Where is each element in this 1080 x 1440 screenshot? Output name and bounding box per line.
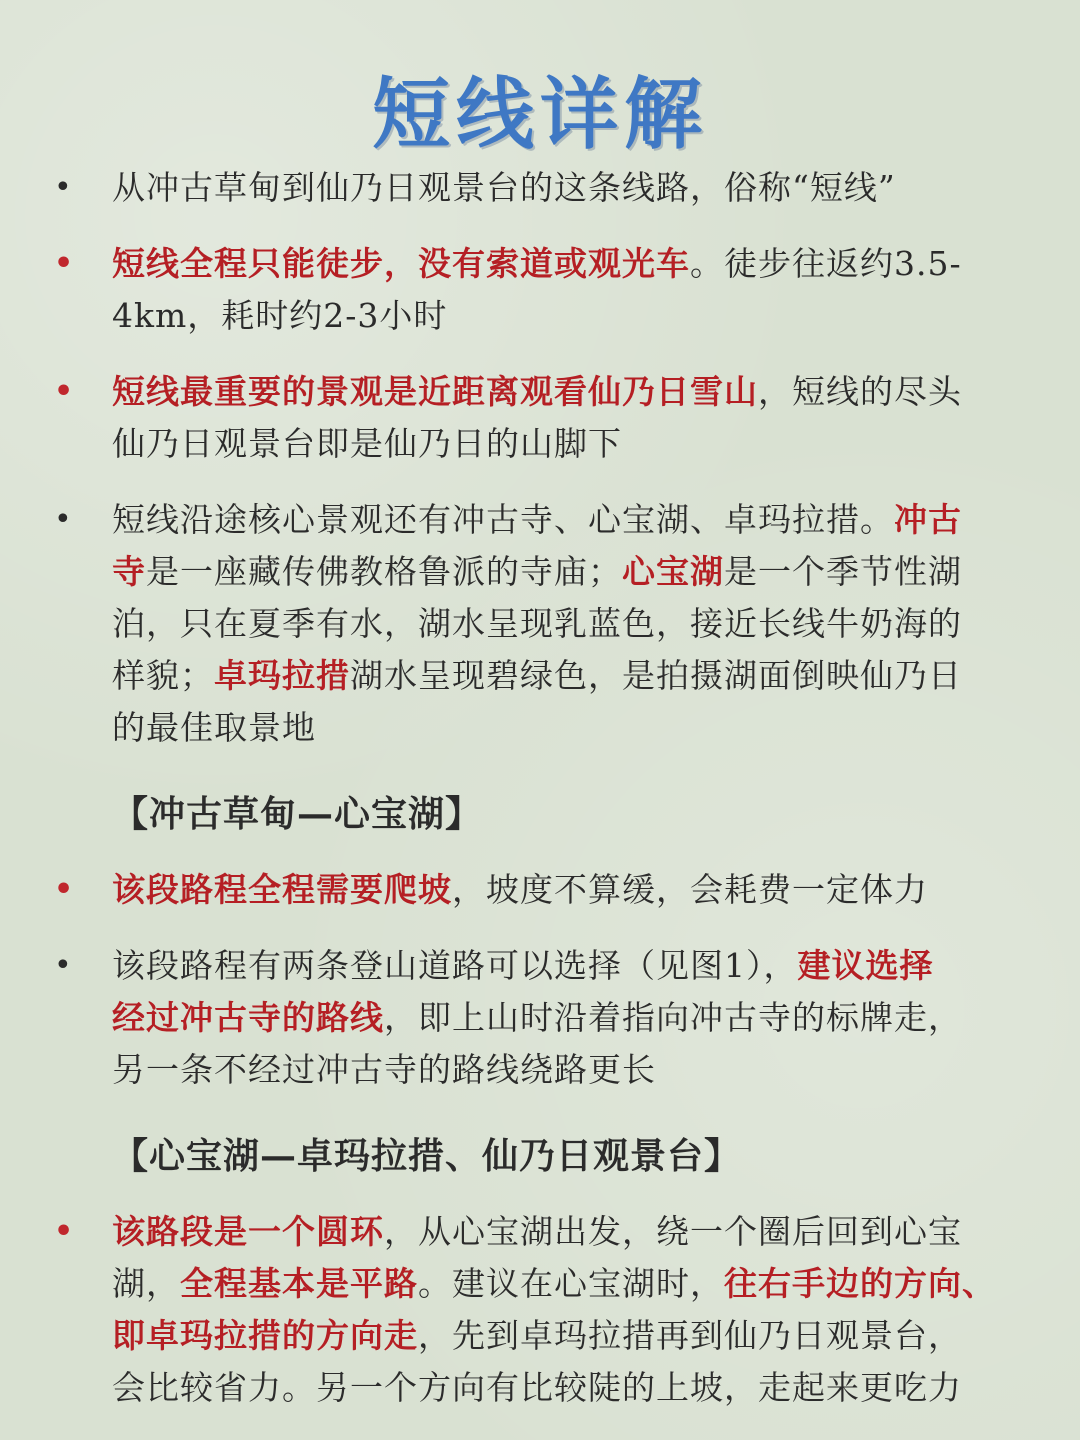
body-text: 样貌； xyxy=(112,656,214,695)
item-text xyxy=(112,1206,1032,1414)
body-text: 是一个季节性湖 xyxy=(724,552,962,591)
body-text: ，坡度不算缓，会耗费一定体力 xyxy=(452,870,928,909)
body-text: 泊，只在夏季有水，湖水呈现乳蓝色，接近长线牛奶海的 xyxy=(112,604,962,643)
highlight-text: 冲古 xyxy=(894,500,962,539)
item-text xyxy=(112,494,1032,754)
body-text: 该段路程有两条登山道路可以选择（见图1）， xyxy=(112,946,798,985)
highlight-text: 心宝湖 xyxy=(622,552,724,591)
bullet: • xyxy=(54,948,72,983)
body-text: ，即上山时沿着指向冲古寺的标牌走， xyxy=(384,998,962,1037)
body-text: 的最佳取景地 xyxy=(112,708,316,747)
highlight-text: 短线最重要的景观是近距离观看仙乃日雪山 xyxy=(112,372,758,411)
body-text: 湖水呈现碧绿色，是拍摄湖面倒映仙乃日 xyxy=(350,656,962,695)
body-text: 。徒步往返约3.5- xyxy=(690,244,962,283)
highlight-text: 该段路程全程需要爬坡 xyxy=(112,870,452,909)
highlight-text: 全程基本是平路 xyxy=(180,1264,418,1303)
content-body xyxy=(0,162,1080,1414)
list-item xyxy=(0,864,1080,916)
body-text: 短线沿途核心景观还有冲古寺、心宝湖、卓玛拉措。 xyxy=(112,500,894,539)
highlight-text: 短线全程只能徒步，没有索道或观光车 xyxy=(112,244,690,283)
list-item xyxy=(0,940,1080,1096)
body-text: ，短线的尽头 xyxy=(758,372,962,411)
bullet: • xyxy=(54,246,74,281)
body-text: 是一座藏传佛教格鲁派的寺庙； xyxy=(146,552,622,591)
highlight-text: 即卓玛拉措的方向走 xyxy=(112,1316,418,1355)
body-text: 另一条不经过冲古寺的路线绕路更长 xyxy=(112,1050,656,1089)
body-text: 会比较省力。另一个方向有比较陡的上坡，走起来更吃力 xyxy=(112,1368,962,1407)
item-text xyxy=(112,940,1032,1096)
body-text: ，从心宝湖出发，绕一个圈后回到心宝 xyxy=(384,1212,962,1251)
item-text xyxy=(112,366,1032,470)
body-text: ，先到卓玛拉措再到仙乃日观景台， xyxy=(418,1316,962,1355)
section-heading: 【心宝湖—卓玛拉措、仙乃日观景台】 xyxy=(112,1135,742,1177)
highlight-text: 寺 xyxy=(112,552,146,591)
bullet: • xyxy=(54,1214,74,1249)
highlight-text: 建议选择 xyxy=(797,946,934,985)
list-item xyxy=(0,366,1080,470)
body-text: 。建议在心宝湖时， xyxy=(418,1264,724,1303)
body-text: 湖， xyxy=(112,1264,180,1303)
highlight-text: 往右手边的方向、 xyxy=(724,1264,996,1303)
item-text xyxy=(112,238,1032,342)
body-text: 仙乃日观景台即是仙乃日的山脚下 xyxy=(112,424,622,463)
list-item xyxy=(0,238,1080,342)
item-text: 从冲古草甸到仙乃日观景台的这条线路，俗称“短线” xyxy=(112,168,896,207)
section-heading: 【冲古草甸—心宝湖】 xyxy=(112,793,483,835)
highlight-text: 经过冲古寺的路线 xyxy=(112,998,384,1037)
bullet: • xyxy=(54,170,72,205)
page-title: 短线详解 xyxy=(371,70,708,160)
list-item xyxy=(0,494,1080,754)
bullet: • xyxy=(54,502,72,537)
list-item xyxy=(0,162,1080,214)
highlight-text: 该路段是一个圆环 xyxy=(112,1212,384,1251)
highlight-text: 卓玛拉措 xyxy=(214,656,350,695)
body-text: 4km，耗时约2-3小时 xyxy=(112,296,448,335)
list-item xyxy=(0,1206,1080,1414)
item-text xyxy=(112,864,1032,916)
bullet: • xyxy=(54,374,74,409)
bullet: • xyxy=(54,872,74,907)
